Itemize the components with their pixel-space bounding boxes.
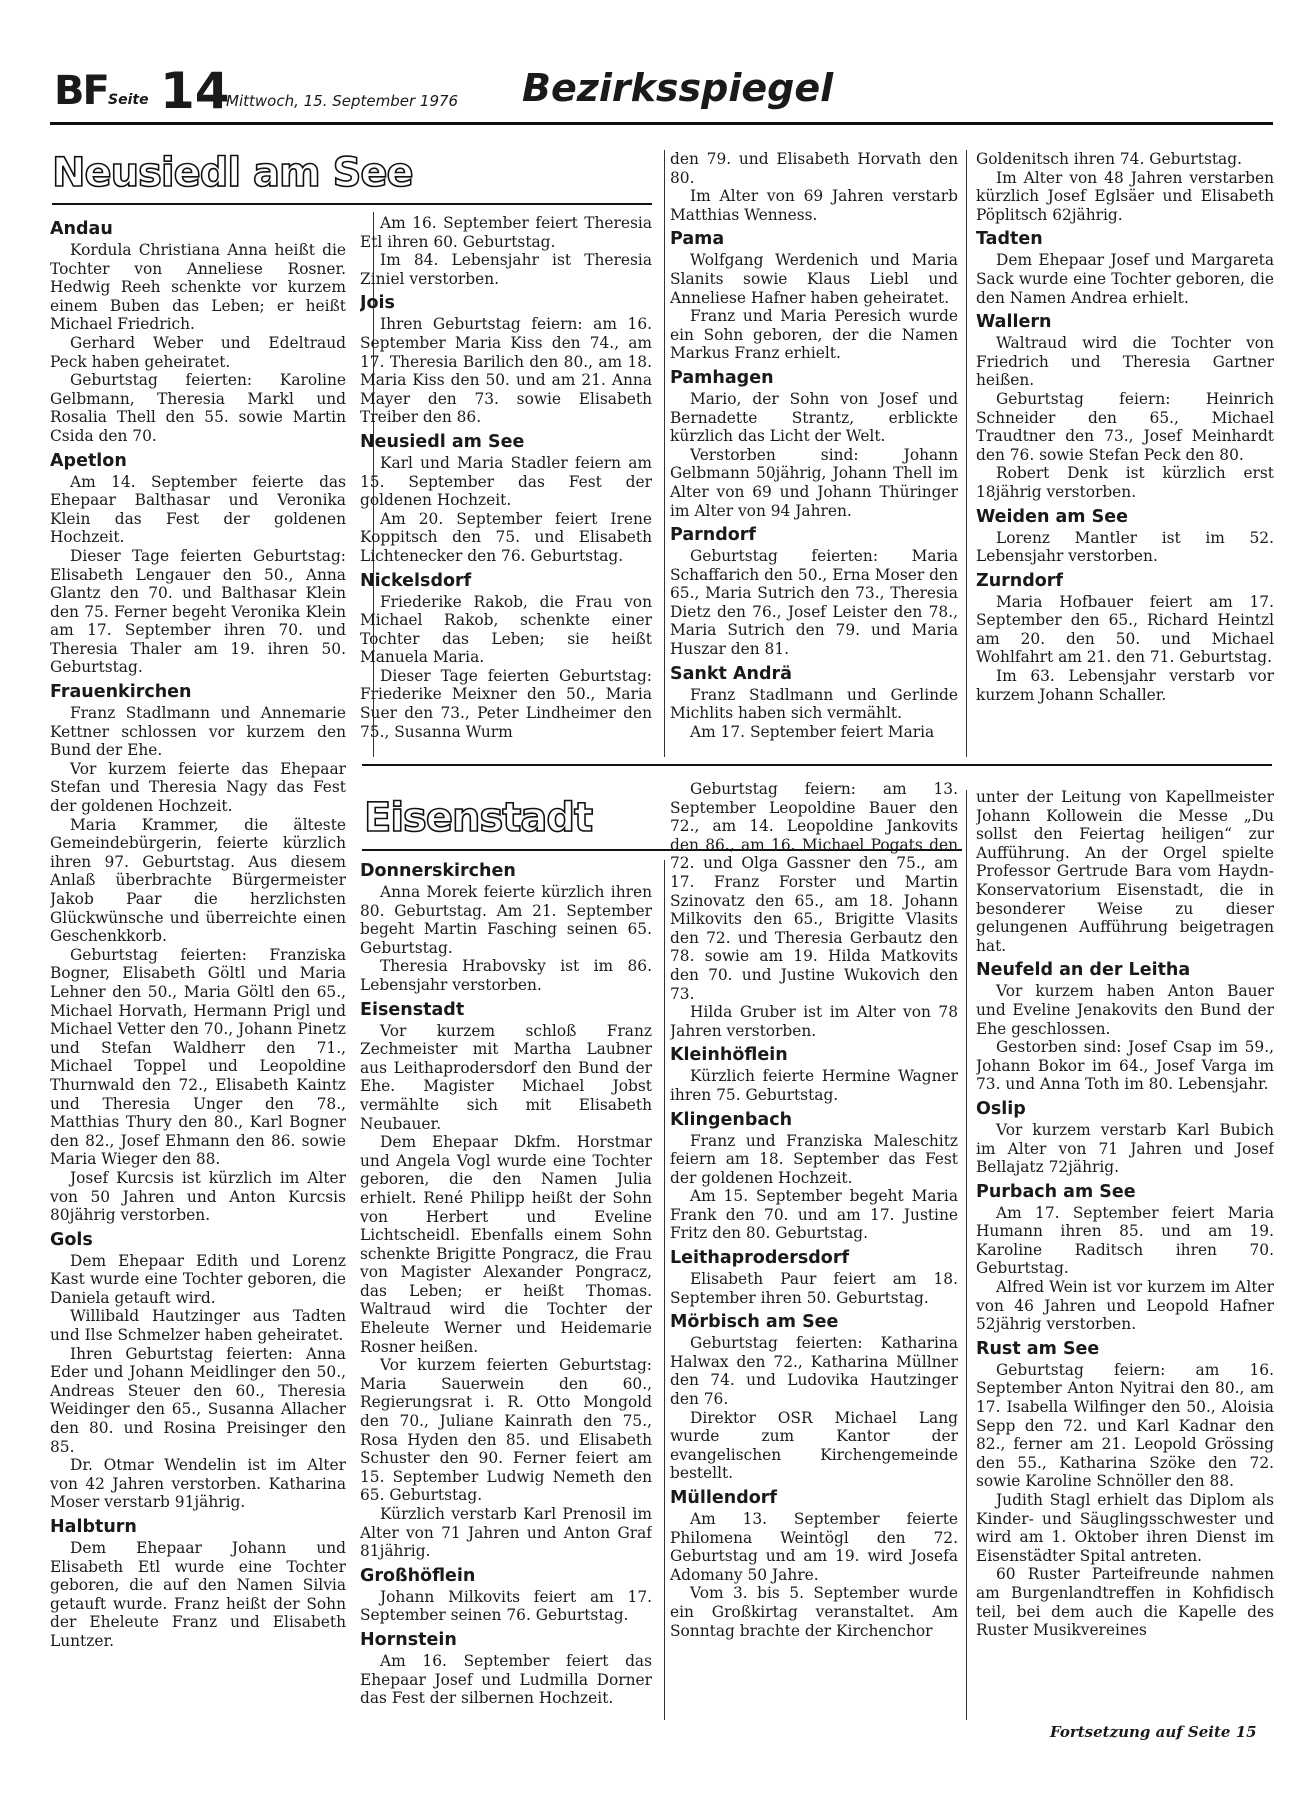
article-paragraph: Gerhard Weber und Edeltraud Peck haben geheiratet. [50,333,346,371]
region-title-neusiedl: Neusiedl am See [52,150,413,196]
article-paragraph: Theresia Hrabovsky ist im 86. Lebensjahr verstorben. [360,957,652,994]
article-paragraph: Maria Hofbauer feiert am 17. September den 65., Richard Heintzl am 20. den 50. und Michael Wohlfahrt am 21. den 71. Geburtstag. [976,592,1274,667]
column-4-top [976,150,1274,760]
article-heading: Großhöflein [360,1565,476,1586]
header-rule [50,122,1273,125]
article-paragraph: Vor kurzem feierte das Ehepaar Stefan und Theresia Nagy das Fest der goldenen Hochzeit. [50,759,346,816]
page-label: Seite [108,92,149,108]
article-heading: Donnerskirchen [360,861,516,881]
article-paragraph: Maria Krammer, die älteste Gemeindebürgerin, feierte kürzlich ihren 97. Geburtstag. Aus diesem Anlaß überbrachte Bürgermeister Jakob Paar die herzlichsten Glückwünsche und überreichte einen Geschenkkorb. [50,815,346,946]
article-grosshoeflein [360,1565,652,1625]
section-title: Bezirksspiegel [522,66,834,110]
article-heading: Neufeld an der Leitha [976,960,1191,981]
article-muellendorf [670,1487,958,1640]
article-tadten [976,228,1274,307]
article-paragraph: Am 17. September feiert Maria Humann ihren 85. und am 19. Karoline Raditsch ihren 70. Geburtstag. [976,1203,1274,1278]
article-heading: Hornstein [360,1629,457,1650]
column-4-bottom [976,788,1274,1718]
article-paragraph: Im 63. Lebensjahr verstarb vor kurzem Johann Schaller. [976,667,1274,704]
article-paragraph: Robert Denk ist kürzlich erst 18jährig verstorben. [976,464,1274,501]
article-heading: Tadten [976,229,1043,250]
column-divider [664,150,665,757]
article-paragraph: Geburtstag feiern: Heinrich Schneider den 65., Michael Traudtner den 73., Josef Meinhardt den 76. sowie Stefan Peck den 80. [976,389,1274,464]
article-parndorf [670,524,958,659]
article-paragraph: Geburtstag feierten: Katharina Halwax den 72., Katharina Müllner den 74. und Ludovika Hautzinger den 76. [670,1334,958,1409]
article-heading: Zurndorf [976,570,1064,591]
article-paragraph: Direktor OSR Michael Lang wurde zum Kantor der evangelischen Kirchengemeinde bestellt. [670,1408,958,1483]
article-paragraph: Anna Morek feierte kürzlich ihren 80. Geburtstag. Am 21. September begeht Martin Fasching seinen 65. Geburtstag. [360,883,652,957]
article-paragraph: Ihren Geburtstag feiern: am 16. September Maria Kiss den 74., am 17. Theresia Barilich den 80., am 18. Maria Kiss den 50. und am 21. Anna Mayer den 73. sowie Elisabeth Treiber den 86. [360,315,652,427]
article-paragraph: Franz Stadlmann und Annemarie Kettner schlossen vor kurzem den Bund der Ehe. [50,704,346,760]
article-paragraph: Kürzlich verstarb Karl Prenosil im Alter von 71 Jahren und Anton Graf 81jährig. [360,1505,652,1561]
article-zurndorf [976,570,1274,705]
article-paragraph: Karl und Maria Stadler feiern am 15. September das Fest der goldenen Hochzeit. [360,453,652,510]
article-heading: Oslip [976,1098,1026,1119]
column-3-top [670,150,958,760]
article-gols [50,1229,346,1512]
article-paragraph: Wolfgang Werdenich und Maria Slanits sowie Klaus Liebl und Anneliese Hafner haben geheiratet. [670,251,958,307]
article-paragraph: Franz und Franziska Maleschitz feiern am 18. September das Fest der goldenen Hochzeit. [670,1131,958,1187]
article-pama [670,228,958,363]
article-paragraph: Am 16. September feiert das Ehepaar Josef und Ludmilla Dorner das Fest der silbernen Hochzeit. [360,1651,652,1708]
column-divider [966,790,967,1720]
article-wallern [976,311,1274,501]
article-paragraph: Judith Stagl erhielt das Diplom als Kinder- und Säuglingsschwester und wird am 1. Oktober ihren Dienst im Eisenstädter Spital antreten. [976,1491,1274,1565]
article-paragraph: Willibald Hautzinger aus Tadten und Ilse Schmelzer haben geheiratet. [50,1307,346,1345]
article-paragraph: Gestorben sind: Josef Csap im 59., Johann Bokor im 64., Josef Varga im 73. und Anna Toth im 80. Lebensjahr. [976,1038,1274,1094]
newspaper-logo: BF [54,68,108,114]
article-paragraph: Dem Ehepaar Edith und Lorenz Kast wurde eine Tochter geboren, die Daniela getauft wird. [50,1251,346,1307]
article-heading: Kleinhöflein [670,1045,788,1066]
issue-date: Mittwoch, 15. September 1976 [226,92,459,110]
article-sankt-andrae [670,663,958,742]
article-frauenkirchen [50,681,346,1225]
article-heading: Eisenstadt [360,999,465,1020]
article-paragraph: Geburtstag feierten: Franziska Bogner, Elisabeth Göltl und Maria Lehner den 50., Maria Göltl den 65., Michael Horvath, Hermann Prigl und Michael Vetter den 70., Johann Pinetz und Stefan Waldherr den 71., Michael Toppel und Leopoldine Thurnwald den 72., Elisabeth Kaintz und Theresia Unger den 78., Matthias Thury den 80., Karl Bogner den 82., Josef Ehmann den 86. sowie Maria Wieger den 88. [50,945,346,1169]
page-header [50,58,1270,128]
column-3-bottom [670,780,958,1730]
article-heading: Purbach am See [976,1181,1136,1202]
article-paragraph: Johann Milkovits feiert am 17. September seinen 76. Geburtstag. [360,1587,652,1625]
article-paragraph: Verstorben sind: Johann Gelbmann 50jährig, Johann Thell im Alter von 69 und Johann Thüringer im Alter von 94 Jahren. [670,445,958,520]
article-heading: Müllendorf [670,1488,777,1508]
article-paragraph: Dem Ehepaar Johann und Elisabeth Etl wurde eine Tochter geboren, die auf den Namen Silvia getauft wurde. Franz heißt der Sohn der Eheleute Franz und Elisabeth Luntzer. [50,1539,346,1650]
article-oslip [976,1098,1274,1177]
article-paragraph: Geburtstag feiern: am 16. September Anton Nyitrai den 80., am 17. Isabella Wilfinger den 50., Aloisia Sepp den 72. und Karl Kadnar den 82., ferner am 21. Leopold Grössing den 55., Katharina Szöke den 72. sowie Karoline Schnöller den 88. [976,1360,1274,1491]
article-heading: Gols [50,1229,93,1250]
article-weiden [976,506,1274,566]
article-paragraph: Geburtstag feierten: Maria Schaffarich den 50., Erna Moser den 65., Maria Sutrich den 73., Theresia Dietz den 76., Josef Leister den 78., Maria Sutrich den 79. und Maria Huszar den 81. [670,547,958,659]
article-paragraph: Dr. Otmar Wendelin ist im Alter von 42 Jahren verstorben. Katharina Moser verstarb 91jährig. [50,1456,346,1512]
article-pamhagen [670,367,958,520]
article-paragraph: Franz und Maria Peresich wurde ein Sohn geboren, der die Namen Markus Franz erhielt. [670,307,958,363]
article-paragraph: Dieser Tage feierten Geburtstag: Friederike Meixner den 50., Maria Suer den 73., Peter Lindheimer den 75., Susanna Wurm [360,666,652,741]
article-paragraph: Im Alter von 69 Jahren verstarb Matthias Wenness. [670,187,958,224]
article-heading: Parndorf [670,525,757,546]
article-heading: Pama [670,229,725,250]
article-paragraph: Waltraud wird die Tochter von Friedrich und Theresia Gartner heißen. [976,334,1274,390]
article-paragraph: Am 17. September feiert Maria [690,722,935,741]
article-paragraph: Dieser Tage feierten Geburtstag: Elisabeth Lengauer den 50., Anna Glantz den 70. und Balthasar Klein den 75. Ferner begeht Veronika Klein am 17. September ihren 70. und Theresia Thaler am 19. ihren 50. Geburtstag. [50,546,346,677]
column-divider [966,150,967,757]
article-paragraph: Alfred Wein ist vor kurzem im Alter von 46 Jahren und Leopold Hafner 52jährig verstorben. [976,1278,1274,1334]
article-heading: Weiden am See [976,506,1128,527]
article-paragraph: unter der Leitung von Kapellmeister Johann Kollowein die Messe „Du sollst den Feiertag heiligen“ zur Aufführung. An der Orgel spielte Professor Gertrude Bara vom Haydn-Konservatorium Eisenstadt, die in besonderer Weise zu dieser gelungenen Aufführung beigetragen hat. [976,788,1274,955]
article-heading: Wallern [976,312,1052,333]
article-paragraph: Friederike Rakob, die Frau von Michael Rakob, schenkte einer Tochter das Leben; sie heißt Manuela Maria. [360,592,652,667]
article-paragraph: Am 14. September feierte das Ehepaar Balthasar und Veronika Klein das Fest der goldenen Hochzeit. [50,472,346,547]
region-title-eisenstadt: Eisenstadt [364,795,593,841]
article-paragraph: Am 15. September begeht Maria Frank den 70. und am 17. Justine Fritz den 80. Geburtstag. [670,1187,958,1243]
article-neufeld [976,959,1274,1094]
article-paragraph: Am 20. September feiert Irene Koppitsch den 75. und Elisabeth Lichtenecker den 76. Geburtstag. [360,509,652,565]
article-moerbisch [670,1311,958,1483]
article-paragraph: Vom 3. bis 5. September wurde ein Großkirtag veranstaltet. Am Sonntag brachte der Kirchenchor [670,1584,958,1640]
article-heading: Pamhagen [670,367,774,388]
article-klingenbach [670,1109,958,1244]
section-divider [362,764,1272,766]
column-divider [664,860,665,1720]
continuation-note: Fortsetzung auf Seite 15 [1050,1723,1257,1741]
article-heading: Leithaprodersdorf [670,1248,850,1269]
article-heading: Mörbisch am See [670,1312,839,1333]
article-paragraph: Franz Stadlmann und Gerlinde Michlits haben sich vermählt. [670,685,958,723]
article-paragraph: Dem Ehepaar Josef und Margareta Sack wurde eine Tochter geboren, die den Namen Andrea erhielt. [976,251,1274,307]
article-paragraph: Vor kurzem schloß Franz Zechmeister mit Martha Laubner aus Leithaprodersdorf den Bund der Ehe. Magister Michael Jobst vermählte sich mit Elisabeth Neubauer. [360,1021,652,1133]
article-heading: Nickelsdorf [360,570,472,591]
region-rule-neusiedl [52,203,652,205]
article-paragraph: Geburtstag feiern: am 13. September Leopoldine Bauer den 72., am 14. Leopoldine Jankovits den 86., am 16. Michael Pogats den 72. und Olga Gassner den 75., am 17. Franz Forster und Martin Szinovatz den 65., am 18. Johann Milkovits den 65., Brigitte Vlasits den 72. und Theresia Gerbautz den 78. sowie am 19. Hilda Matkovits den 70. und Justine Wukovich den 73. [670,780,958,1003]
article-kleinhoeflein [670,1044,958,1104]
article-jois [360,292,652,427]
article-paragraph: Elisabeth Paur feiert am 18. September ihren 50. Geburtstag. [670,1270,958,1307]
article-paragraph: Dem Ehepaar Dkfm. Horstmar und Angela Vogl wurde eine Tochter geboren, die den Namen Julia erhielt. René Philipp heißt der Sohn von Herbert und Eveline Lichtscheidl. Ebenfalls einem Sohn schenkte Brigitte Pongracz, die Frau von Magister Alexander Pongracz, das Leben; er heißt Thomas. Waltraud wird die Tochter der Eheleute Werner und Heidemarie Rosner heißen. [360,1133,652,1356]
article-paragraph: Am 13. September feierte Philomena Weintögl den 72. Geburtstag und am 19. wird Josefa Adomany 50 Jahre. [670,1510,958,1584]
article-halbturn [50,1516,346,1651]
article-paragraph: Goldenitsch ihren 74. Geburtstag. [976,150,1242,168]
article-paragraph: Im 84. Lebensjahr ist Theresia Ziniel verstorben. [360,251,652,288]
column-1 [50,214,346,1734]
article-paragraph: Geburtstag feierten: Karoline Gelbmann, Theresia Markl und Rosalia Thell den 55. sowie Martin Csida den 70. [50,371,346,445]
article-paragraph: Vor kurzem haben Anton Bauer und Eveline Jenakovits den Bund der Ehe geschlossen. [976,982,1274,1038]
article-apetlon [50,450,346,678]
article-paragraph: Im Alter von 48 Jahren verstarben kürzlich Josef Eglsäer und Elisabeth Pöplitsch 62jährig. [976,168,1274,224]
column-2-top [360,214,652,759]
article-paragraph: 60 Ruster Parteifreunde nahmen am Burgenlandtreffen in Kohfidisch teil, bei dem auch die Kapelle des Ruster Musikvereines [976,1565,1274,1640]
article-nickelsdorf [360,570,652,742]
article-leithaprodersdorf [670,1247,958,1307]
article-heading: Rust am See [976,1338,1100,1359]
article-andau [50,218,346,446]
column-2-bottom [360,856,652,1736]
article-paragraph: Josef Kurcsis ist kürzlich im Alter von 50 Jahren und Anton Kurcsis 80jährig verstorben. [50,1168,346,1225]
article-heading: Sankt Andrä [670,663,792,684]
article-donnerskirchen [360,860,652,995]
article-heading: Halbturn [50,1517,137,1537]
article-paragraph: Vor kurzem verstarb Karl Bubich im Alter von 71 Jahren und Josef Bellajatz 72jährig. [976,1120,1274,1177]
article-hornstein [360,1629,652,1708]
article-paragraph: Vor kurzem feierten Geburtstag: Maria Sauerwein den 60., Regierungsrat i. R. Otto Mongold den 70., Juliane Kainrath den 75., Rosa Hyden den 85. und Elisabeth Schuster den 90. Ferner feiert am 15. September Ludwig Nemeth den 65. Geburtstag. [360,1356,652,1505]
article-heading: Jois [360,293,395,314]
article-heading: Klingenbach [670,1109,793,1130]
article-heading: Apetlon [50,450,127,471]
article-paragraph: Am 16. September feiert Theresia Etl ihren 60. Geburtstag. [360,214,652,251]
article-paragraph: Lorenz Mantler ist im 52. Lebensjahr verstorben. [976,528,1274,566]
article-heading: Andau [50,219,113,239]
article-purbach [976,1181,1274,1334]
article-rust [976,1338,1274,1640]
article-heading: Frauenkirchen [50,682,192,703]
article-paragraph: Ihren Geburtstag feierten: Anna Eder und Johann Meidlinger den 50., Andreas Steuer den 60., Theresia Weidinger den 65., Susanna Allacher den 80. und Rosina Preisinger den 85. [50,1344,346,1456]
article-eisenstadt [360,999,652,1561]
article-paragraph: den 79. und Elisabeth Horvath den 80. [670,150,958,187]
article-paragraph: Kürzlich feierte Hermine Wagner ihren 75. Geburtstag. [670,1067,958,1104]
article-paragraph: Mario, der Sohn von Josef und Bernadette Strantz, erblickte kürzlich das Licht der Welt. [670,389,958,446]
article-paragraph: Kordula Christiana Anna heißt die Tochter von Anneliese Rosner. Hedwig Reeh schenkte vor kurzem einem Buben das Leben; er heißt Michael Friedrich. [50,241,346,334]
article-paragraph: Hilda Gruber ist im Alter von 78 Jahren verstorben. [670,1003,958,1040]
page-number: 14 [160,62,230,120]
article-heading: Neusiedl am See [360,431,525,452]
article-neusiedl-am-see [360,431,652,566]
